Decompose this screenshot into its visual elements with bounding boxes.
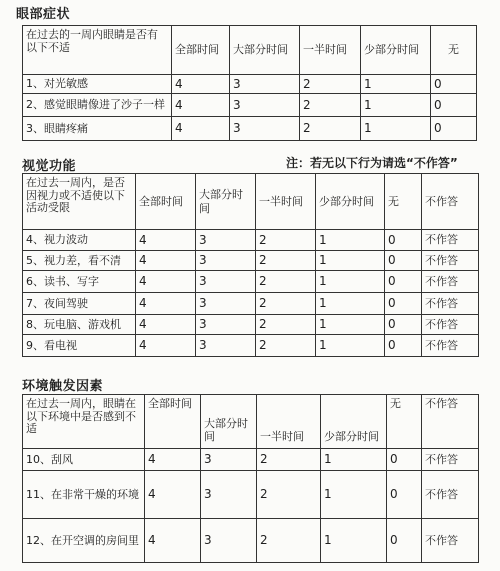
score-cell[interactable]: 3 xyxy=(196,230,256,251)
score-cell[interactable]: 0 xyxy=(387,449,422,471)
header-none: 无 xyxy=(385,174,422,230)
no-answer-cell[interactable]: 不作答 xyxy=(422,230,479,251)
header-all-time: 全部时间 xyxy=(172,26,230,75)
score-cell[interactable]: 2 xyxy=(300,94,361,117)
table-row xyxy=(23,271,479,293)
score-cell[interactable]: 4 xyxy=(136,251,196,271)
table-row xyxy=(23,315,479,335)
question-label: 1、对光敏感 xyxy=(23,75,172,94)
header-none: 无 xyxy=(431,26,477,75)
environmental-triggers-table xyxy=(22,394,479,563)
score-cell[interactable]: 2 xyxy=(257,449,321,471)
score-cell[interactable]: 2 xyxy=(256,271,316,293)
header-none: 无 xyxy=(387,395,422,449)
score-cell[interactable]: 2 xyxy=(256,335,316,357)
score-cell[interactable]: 1 xyxy=(321,519,387,563)
score-cell[interactable]: 3 xyxy=(230,75,300,94)
score-cell[interactable]: 0 xyxy=(385,230,422,251)
table-row xyxy=(23,519,479,563)
question-label: 4、视力波动 xyxy=(23,230,136,251)
score-cell[interactable]: 4 xyxy=(136,230,196,251)
score-cell[interactable]: 0 xyxy=(385,335,422,357)
table-row xyxy=(23,117,477,141)
table-row xyxy=(23,251,479,271)
score-cell[interactable]: 3 xyxy=(201,449,257,471)
header-little-time: 少部分时间 xyxy=(321,395,387,449)
table-row xyxy=(23,230,479,251)
table-row xyxy=(23,293,479,315)
header-little-time: 少部分时间 xyxy=(361,26,431,75)
score-cell[interactable]: 0 xyxy=(385,271,422,293)
question-label: 9、看电视 xyxy=(23,335,136,357)
score-cell[interactable]: 1 xyxy=(361,75,431,94)
question-label: 10、刮风 xyxy=(23,449,145,471)
question-label: 7、夜间驾驶 xyxy=(23,293,136,315)
question-label: 8、玩电脑、游戏机 xyxy=(23,315,136,335)
score-cell[interactable]: 2 xyxy=(257,471,321,519)
score-cell[interactable]: 1 xyxy=(316,251,385,271)
score-cell[interactable]: 0 xyxy=(387,519,422,563)
header-question: 在过去的一周内眼睛是否有以下不适 xyxy=(23,26,172,75)
score-cell[interactable]: 2 xyxy=(300,75,361,94)
score-cell[interactable]: 0 xyxy=(385,251,422,271)
table-header-row xyxy=(23,174,479,230)
score-cell[interactable]: 0 xyxy=(385,293,422,315)
no-answer-cell[interactable]: 不作答 xyxy=(422,519,479,563)
header-most-time: 大部分时间 xyxy=(196,174,256,230)
score-cell[interactable]: 0 xyxy=(431,117,477,141)
header-question: 在过去一周内，是否因视力或不适使以下活动受限 xyxy=(23,174,136,230)
score-cell[interactable]: 1 xyxy=(321,471,387,519)
score-cell[interactable]: 3 xyxy=(230,117,300,141)
question-label: 5、视力差，看不清 xyxy=(23,251,136,271)
score-cell[interactable]: 2 xyxy=(256,230,316,251)
score-cell[interactable]: 0 xyxy=(431,75,477,94)
score-cell[interactable]: 4 xyxy=(136,335,196,357)
section-title-eye-symptoms: 眼部症状 xyxy=(16,7,71,22)
score-cell[interactable]: 1 xyxy=(316,230,385,251)
header-little-time: 少部分时间 xyxy=(316,174,385,230)
score-cell[interactable]: 3 xyxy=(201,471,257,519)
score-cell[interactable]: 2 xyxy=(256,293,316,315)
score-cell[interactable]: 1 xyxy=(361,94,431,117)
no-answer-cell[interactable]: 不作答 xyxy=(422,293,479,315)
header-half-time: 一半时间 xyxy=(300,26,361,75)
score-cell[interactable]: 3 xyxy=(196,293,256,315)
no-answer-cell[interactable]: 不作答 xyxy=(422,449,479,471)
score-cell[interactable]: 4 xyxy=(145,471,201,519)
visual-function-table xyxy=(22,173,479,357)
score-cell[interactable]: 3 xyxy=(201,519,257,563)
section-note: 注：若无以下行为请选“不作答” xyxy=(286,156,458,170)
header-half-time: 一半时间 xyxy=(257,395,321,449)
score-cell[interactable]: 4 xyxy=(136,293,196,315)
no-answer-cell[interactable]: 不作答 xyxy=(422,471,479,519)
header-no-answer: 不作答 xyxy=(422,174,479,230)
score-cell[interactable]: 3 xyxy=(196,271,256,293)
score-cell[interactable]: 4 xyxy=(136,271,196,293)
score-cell[interactable]: 1 xyxy=(316,315,385,335)
score-cell[interactable]: 3 xyxy=(196,335,256,357)
table-row xyxy=(23,75,477,94)
section-title-environmental-triggers: 环境触发因素 xyxy=(22,379,104,394)
header-question: 在过去一周内，眼睛在以下环境中是否感到不适 xyxy=(23,395,145,449)
score-cell[interactable]: 2 xyxy=(300,117,361,141)
question-label: 3、眼睛疼痛 xyxy=(23,117,172,141)
score-cell[interactable]: 4 xyxy=(172,117,230,141)
no-answer-cell[interactable]: 不作答 xyxy=(422,335,479,357)
no-answer-cell[interactable]: 不作答 xyxy=(422,315,479,335)
question-label: 12、在开空调的房间里 xyxy=(23,519,145,563)
score-cell[interactable]: 1 xyxy=(361,117,431,141)
header-all-time: 全部时间 xyxy=(136,174,196,230)
score-cell[interactable]: 3 xyxy=(230,94,300,117)
score-cell[interactable]: 4 xyxy=(172,94,230,117)
header-all-time: 全部时间 xyxy=(145,395,201,449)
question-label: 2、感觉眼睛像进了沙子一样 xyxy=(23,94,172,117)
score-cell[interactable]: 1 xyxy=(316,271,385,293)
score-cell[interactable]: 0 xyxy=(431,94,477,117)
score-cell[interactable]: 3 xyxy=(196,251,256,271)
header-no-answer: 不作答 xyxy=(422,395,479,449)
score-cell[interactable]: 1 xyxy=(316,335,385,357)
no-answer-cell[interactable]: 不作答 xyxy=(422,271,479,293)
question-label: 11、在非常干燥的环境 xyxy=(23,471,145,519)
table-header-row xyxy=(23,395,479,449)
score-cell[interactable]: 2 xyxy=(257,519,321,563)
score-cell[interactable]: 4 xyxy=(145,449,201,471)
header-most-time: 大部分时间 xyxy=(201,395,257,449)
score-cell[interactable]: 2 xyxy=(256,251,316,271)
score-cell[interactable]: 0 xyxy=(387,471,422,519)
score-cell[interactable]: 4 xyxy=(172,75,230,94)
score-cell[interactable]: 4 xyxy=(136,315,196,335)
table-header-row xyxy=(23,26,477,75)
question-label: 6、读书、写字 xyxy=(23,271,136,293)
no-answer-cell[interactable]: 不作答 xyxy=(422,251,479,271)
score-cell[interactable]: 3 xyxy=(196,315,256,335)
table-row xyxy=(23,449,479,471)
score-cell[interactable]: 1 xyxy=(316,293,385,315)
score-cell[interactable]: 1 xyxy=(321,449,387,471)
header-half-time: 一半时间 xyxy=(256,174,316,230)
table-row xyxy=(23,471,479,519)
eye-symptoms-table xyxy=(22,25,477,141)
score-cell[interactable]: 2 xyxy=(256,315,316,335)
table-row xyxy=(23,335,479,357)
section-title-visual-function: 视觉功能 xyxy=(22,159,77,174)
table-row xyxy=(23,94,477,117)
header-most-time: 大部分时间 xyxy=(230,26,300,75)
score-cell[interactable]: 0 xyxy=(385,315,422,335)
score-cell[interactable]: 4 xyxy=(145,519,201,563)
